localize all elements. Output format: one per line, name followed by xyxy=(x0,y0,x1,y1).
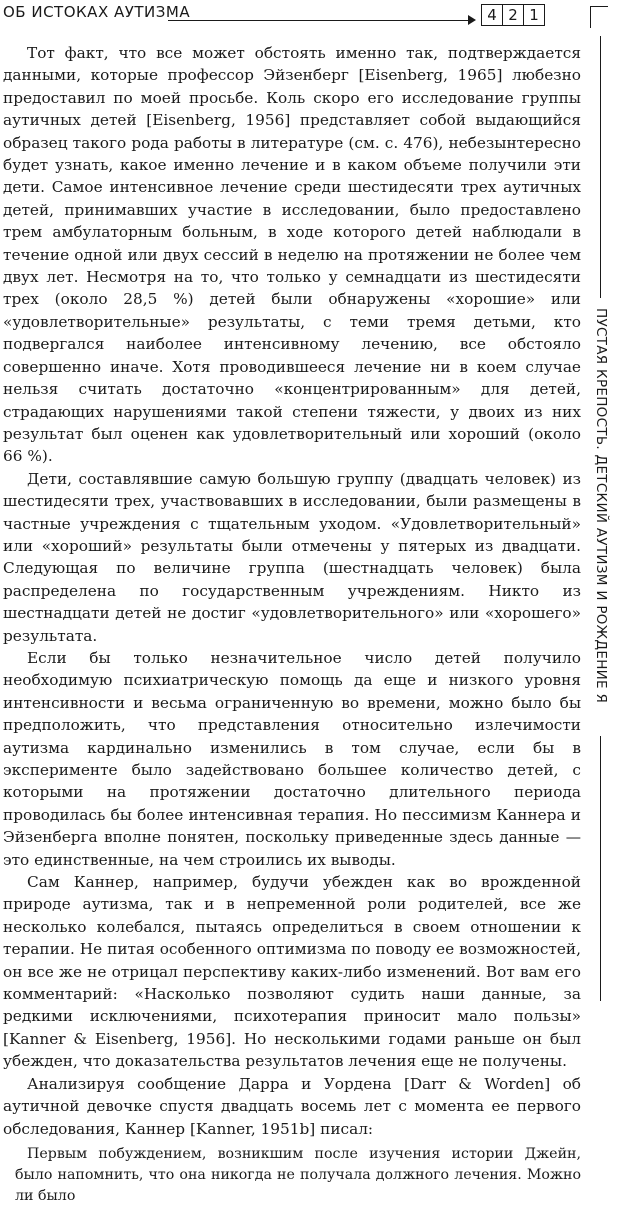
corner-rule-horizontal xyxy=(590,6,608,7)
paragraph: Сам Каннер, например, будучи убежден как во врожденной природе аутизма, так и в непременной роли родителей, все же несколько колебался, пытаясь определиться в своем отношении к терапии. Не питая особенного оптимизма по поводу ее возможностей, он все же не отрицал перспективу каких-либо изменений. Вот вам его комментарий: «Насколько позволяют судить наши данные, за редкими исключениями, психотерапия приносит мало пользы» [Kanner & Eisenberg, 1956]. Но несколькими годами раньше он был убежден, что доказательства результатов лечения еще не получены. xyxy=(3,873,581,1071)
page-number xyxy=(481,4,544,26)
corner-rule-vertical xyxy=(590,6,591,28)
side-rule xyxy=(600,36,601,298)
page-number-digit: 4 xyxy=(481,4,503,26)
page-number-digit: 2 xyxy=(502,4,524,26)
block-quote: Первым побуждением, возникшим после изучения истории Джейн, было напомнить, что она никогда не получала должного лечения. Можно ли было xyxy=(15,1145,581,1204)
running-title: ОБ ИСТОКАХ АУТИЗМА xyxy=(3,3,191,21)
arrow-right-icon xyxy=(468,15,476,25)
book-title-vertical: ПУСТАЯ КРЕПОСТЬ. ДЕТСКИЙ АУТИЗМ И РОЖДЕНИЕ Я xyxy=(593,308,609,704)
paragraph: Тот факт, что все может обстоять именно так, подтверждается данными, которые профессор Эйзенберг [Eisenberg, 1965] любезно предоставил по моей просьбе. Коль скоро его исследование группы аутичных детей [Eisenberg, 1956] представляет собой выдающийся образец такого рода работы в литературе (см. с. 476), небезынтересно будет узнать, какое именно лечение и в каком объеме получили эти дети. Самое интенсивное лечение среди шестидесяти трех аутичных детей, принимавших участие в исследовании, было предоставлено трем амбулаторным больным, в ходе которого детей наблюдали в течение одной или двух сессий в неделю на протяжении не более чем двух лет. Несмотря на то, что только у семнадцати из шестидесяти трех (около 28,5 %) детей были обнаружены «хорошие» или «удовлетворительные» результаты, с теми тремя детьми, кто подвергался наиболее интенсивному лечению, все обстояло совершенно иначе. Хотя проводившееся лечение ни в коем случае нельзя считать достаточно «концентрированным» для детей, страдающих нарушениями такой степени тяжести, у двоих из них результат был оценен как удовлетворительный или хороший (около 66 %). xyxy=(3,44,581,466)
page-number-digit: 1 xyxy=(523,4,545,26)
body-text xyxy=(3,42,581,1207)
paragraph: Если бы только незначительное число детей получило необходимую психиатрическую помощь да еще и низкого уровня интенсивности и весьма ограниченную во времени, можно было бы предположить, что представления относительно излечимости аутизма кардинально изменились в том случае, если бы в эксперименте было задействовано большее количество детей, с которыми на протяжении достаточно длительного периода проводилась бы более интенсивная терапия. Но пессимизм Каннера и Эйзенберга вполне понятен, поскольку приведенные здесь данные — это единственные, на чем строились их выводы. xyxy=(3,648,581,869)
side-rule xyxy=(600,736,601,1001)
paragraph: Анализируя сообщение Дарра и Уордена [Darr & Worden] об аутичной девочке спустя двадцать восемь лет с момента ее первого обследования, Каннер [Kanner, 1951b] писал: xyxy=(3,1074,581,1138)
page-header xyxy=(0,0,620,34)
paragraph: Дети, составлявшие самую большую группу (двадцать человек) из шестидесяти трех, участвовавших в исследовании, были размещены в частные учреждения с тщательным уходом. «Удовлетворительный» или «хороший» результаты были отмечены у пятерых из двадцати. Следующая по величине группа (шестнадцать человек) была распределена по государственным учреждениям. Никто из шестнадцати детей не достиг «удовлетворительного» или «хорошего» результата. xyxy=(3,469,581,645)
header-rule xyxy=(168,20,473,21)
side-margin xyxy=(586,36,616,1001)
